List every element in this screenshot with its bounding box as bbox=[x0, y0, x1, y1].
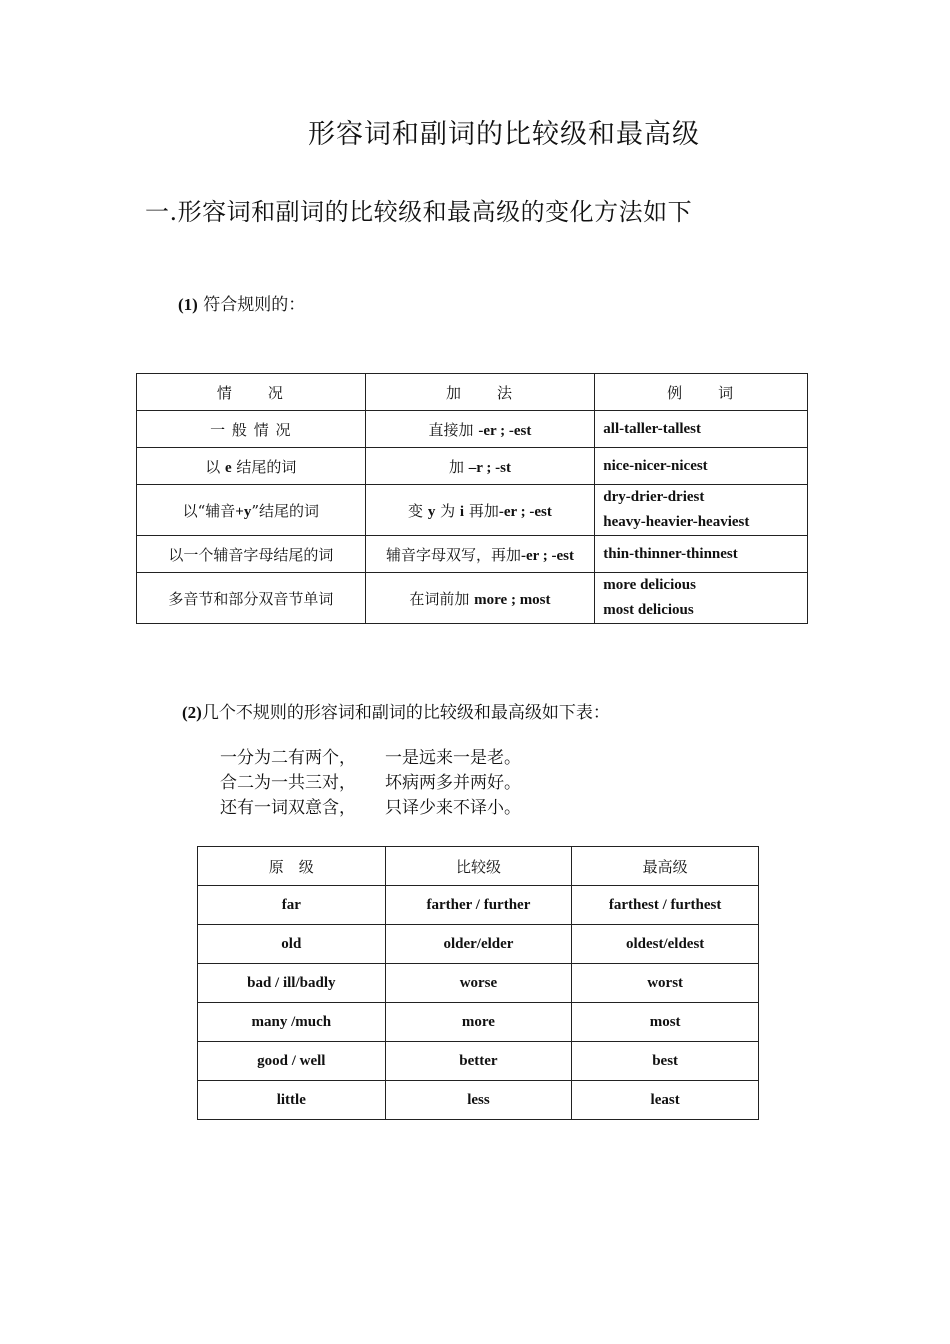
method-cell: 变 y 为 i 再加-er ; -est bbox=[365, 485, 595, 536]
table-cell: bad / ill/badly bbox=[198, 964, 386, 1003]
regular-label: (1) 符合规则的： bbox=[178, 295, 306, 315]
example-cell: thin-thinner-thinnest bbox=[595, 536, 808, 573]
irregular-forms-table bbox=[197, 846, 759, 1120]
table-row bbox=[198, 886, 759, 925]
table-cell: more bbox=[385, 1003, 572, 1042]
page-title: 形容词和副词的比较级和最高级 bbox=[308, 119, 700, 150]
table-cell: far bbox=[198, 886, 386, 925]
section-number: 一. bbox=[145, 198, 178, 226]
section-heading bbox=[145, 192, 692, 227]
case-cell: 一 般 情 况 bbox=[137, 411, 366, 448]
example-cell: nice-nicer-nicest bbox=[595, 448, 808, 485]
case-cell: 多音节和部分双音节单词 bbox=[137, 573, 366, 624]
table-row bbox=[137, 536, 808, 573]
example-cell: all-taller-tallest bbox=[595, 411, 808, 448]
header-method: 加 法 bbox=[365, 374, 595, 411]
irregular-label: (2)几个不规则的形容词和副词的比较级和最高级如下表： bbox=[182, 703, 610, 723]
poem-line: 还有一词双意含， 只译少来不译小。 bbox=[220, 798, 521, 818]
table-row bbox=[137, 485, 808, 536]
table-header-row bbox=[137, 374, 808, 411]
header-positive: 原 级 bbox=[198, 847, 386, 886]
case-cell: 以 e 结尾的词 bbox=[137, 448, 366, 485]
section-heading-text: 形容词和副词的比较级和最高级的变化方法如下 bbox=[177, 198, 693, 226]
table-cell: old bbox=[198, 925, 386, 964]
table-cell: good / well bbox=[198, 1042, 386, 1081]
table-cell: oldest/eldest bbox=[572, 925, 759, 964]
case-cell: 以一个辅音字母结尾的词 bbox=[137, 536, 366, 573]
table-row bbox=[137, 573, 808, 624]
header-comparative: 比较级 bbox=[385, 847, 572, 886]
poem-line: 合二为一共三对， 坏病两多并两好。 bbox=[220, 773, 521, 793]
table-cell: farther / further bbox=[385, 886, 572, 925]
poem-line: 一分为二有两个， 一是远来一是老。 bbox=[220, 748, 521, 768]
table-cell: least bbox=[572, 1081, 759, 1120]
example-cell: dry-drier-driest heavy-heavier-heaviest bbox=[595, 485, 808, 536]
method-cell: 直接加 -er ; -est bbox=[365, 411, 595, 448]
table-row bbox=[198, 1042, 759, 1081]
table-cell: better bbox=[385, 1042, 572, 1081]
table-cell: farthest / furthest bbox=[572, 886, 759, 925]
method-cell: 加 –r ; -st bbox=[365, 448, 595, 485]
table-header-row bbox=[198, 847, 759, 886]
table-cell: many /much bbox=[198, 1003, 386, 1042]
table-cell: little bbox=[198, 1081, 386, 1120]
table-row bbox=[137, 448, 808, 485]
method-cell: 辅音字母双写，再加-er ; -est bbox=[365, 536, 595, 573]
regular-rules-table bbox=[136, 373, 808, 624]
table-cell: worst bbox=[572, 964, 759, 1003]
mnemonic-poem bbox=[220, 746, 521, 821]
table-cell: older/elder bbox=[385, 925, 572, 964]
table-cell: less bbox=[385, 1081, 572, 1120]
table-row bbox=[198, 1081, 759, 1120]
table-cell: best bbox=[572, 1042, 759, 1081]
table-row bbox=[198, 925, 759, 964]
table-cell: worse bbox=[385, 964, 572, 1003]
header-case: 情 况 bbox=[137, 374, 366, 411]
table-row bbox=[137, 411, 808, 448]
table-row bbox=[198, 1003, 759, 1042]
table-cell: most bbox=[572, 1003, 759, 1042]
table-row bbox=[198, 964, 759, 1003]
case-cell: 以“辅音+y”结尾的词 bbox=[137, 485, 366, 536]
example-cell: more delicious most delicious bbox=[595, 573, 808, 624]
header-example: 例 词 bbox=[595, 374, 808, 411]
method-cell: 在词前加 more ; most bbox=[365, 573, 595, 624]
header-superlative: 最高级 bbox=[572, 847, 759, 886]
